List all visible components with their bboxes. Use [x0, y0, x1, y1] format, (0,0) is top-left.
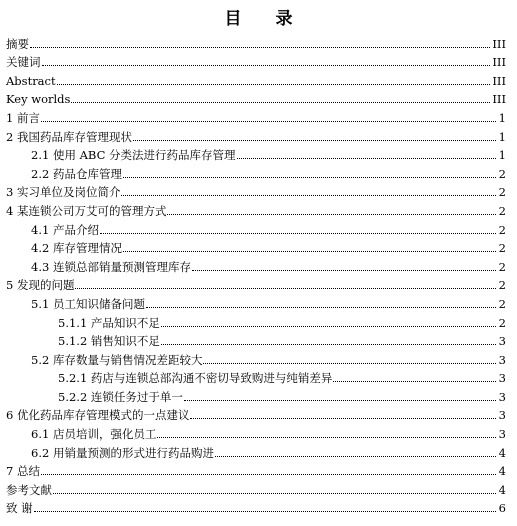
- toc-entry-page: 4: [498, 482, 506, 497]
- toc-entry-page: 1: [498, 148, 506, 163]
- toc-entry-label: 6 优化药品库存管理模式的一点建议: [6, 408, 190, 423]
- toc-entry[interactable]: [0, 274, 517, 293]
- dot-leader: [71, 101, 490, 103]
- dot-leader: [75, 287, 496, 289]
- toc-entry[interactable]: [0, 69, 517, 88]
- toc-title: 目 录: [224, 9, 307, 29]
- dot-leader: [161, 343, 496, 345]
- toc-entry[interactable]: [0, 367, 517, 386]
- dot-leader: [167, 213, 496, 215]
- toc-entry-page: III: [492, 36, 506, 51]
- dot-leader: [57, 83, 491, 85]
- toc-entry-label: 5.1.2 销售知识不足: [58, 334, 160, 349]
- toc-entry[interactable]: [0, 330, 517, 349]
- toc-entry-label: 6.2 用销量预测的形式进行药品购进: [31, 445, 214, 460]
- toc-entry[interactable]: [0, 292, 517, 311]
- toc-entry[interactable]: [0, 460, 517, 479]
- toc-entry-page: III: [492, 92, 506, 107]
- toc-entry-page: 3: [498, 408, 506, 423]
- toc-entry-page: 2: [498, 185, 506, 200]
- toc-entry-label: Key worlds: [6, 92, 71, 107]
- toc-entry-label: 摘要: [6, 36, 29, 51]
- toc-entry-label: Abstract: [6, 73, 56, 88]
- dot-leader: [34, 510, 496, 512]
- toc-entry-label: 6.1 店员培训，强化员工: [31, 427, 157, 442]
- dot-leader: [133, 139, 496, 141]
- toc-entry-label: 4.3 连锁总部销量预测管理库存: [31, 259, 191, 274]
- dot-leader: [157, 436, 496, 438]
- toc-entry[interactable]: [0, 218, 517, 237]
- toc-entry[interactable]: [0, 88, 517, 107]
- toc-entry-page: 2: [498, 296, 506, 311]
- toc-entry-page: 3: [498, 334, 506, 349]
- toc-entry[interactable]: [0, 144, 517, 163]
- toc-entry-page: 1: [498, 129, 506, 144]
- toc-entry-label: 4.1 产品介绍: [31, 222, 99, 237]
- dot-leader: [100, 232, 496, 234]
- toc-entry-label: 5.1.1 产品知识不足: [58, 315, 160, 330]
- toc-entry[interactable]: [0, 32, 517, 51]
- toc-entry[interactable]: [0, 106, 517, 125]
- toc-entry[interactable]: [0, 199, 517, 218]
- toc-entry-page: 2: [498, 241, 506, 256]
- toc-entry-label: 7 总结: [6, 464, 40, 479]
- dot-leader: [184, 399, 496, 401]
- toc-entry-label: 3 实习单位及岗位简介: [6, 185, 121, 200]
- dot-leader: [215, 455, 496, 457]
- toc-entry[interactable]: [0, 348, 517, 367]
- toc-entry[interactable]: [0, 441, 517, 460]
- dot-leader: [123, 176, 496, 178]
- toc-entry[interactable]: [0, 497, 517, 516]
- toc-entry-page: III: [492, 55, 506, 70]
- toc-entry[interactable]: [0, 404, 517, 423]
- dot-leader: [161, 325, 496, 327]
- toc-entry-page: 6: [498, 501, 506, 516]
- toc-entry-label: 4.2 库存管理情况: [31, 241, 122, 256]
- dot-leader: [42, 64, 491, 66]
- toc-entry-page: 3: [498, 389, 506, 404]
- toc-entry[interactable]: [0, 181, 517, 200]
- toc-entry-page: 2: [498, 166, 506, 181]
- toc-entry-page: 4: [498, 464, 506, 479]
- dot-leader: [333, 380, 496, 382]
- toc-entry-label: 关键词: [6, 55, 41, 70]
- toc-entry-page: 3: [498, 371, 506, 386]
- toc-entry[interactable]: [0, 478, 517, 497]
- dot-leader: [190, 417, 496, 419]
- toc-entry[interactable]: [0, 255, 517, 274]
- toc-entry-page: 2: [498, 278, 506, 293]
- toc-entry-label: 1 前言: [6, 110, 40, 125]
- toc-entry[interactable]: [0, 125, 517, 144]
- dot-leader: [53, 492, 496, 494]
- toc-entry-label: 2.2 药品仓库管理: [31, 166, 122, 181]
- toc-entry-label: 5.2 库存数量与销售情况差距较大: [31, 352, 203, 367]
- toc-entry[interactable]: [0, 385, 517, 404]
- toc-entry-label: 致 谢: [6, 501, 33, 516]
- toc-entry-label: 2 我国药品库存管理现状: [6, 129, 132, 144]
- toc-entry-page: 1: [498, 110, 506, 125]
- toc-entry-page: 4: [498, 445, 506, 460]
- toc-entry-page: 2: [498, 222, 506, 237]
- dot-leader: [30, 46, 490, 48]
- dot-leader: [237, 157, 496, 159]
- dot-leader: [203, 362, 496, 364]
- dot-leader: [146, 306, 496, 308]
- toc-entry[interactable]: [0, 311, 517, 330]
- toc-entry-label: 5.2.1 药店与连锁总部沟通不密切导致购进与纯销差异: [58, 371, 333, 386]
- toc-entry-page: 2: [498, 315, 506, 330]
- toc-entry-label: 2.1 使用 ABC 分类法进行药品库存管理: [31, 148, 236, 163]
- dot-leader: [192, 269, 496, 271]
- toc-entry-label: 5.1 员工知识储备问题: [31, 296, 145, 311]
- dot-leader: [41, 120, 496, 122]
- toc-entry[interactable]: [0, 51, 517, 70]
- dot-leader: [121, 194, 496, 196]
- toc-entry[interactable]: [0, 162, 517, 181]
- toc-entry-page: 3: [498, 352, 506, 367]
- toc-entry-label: 5.2.2 连锁任务过于单一: [58, 389, 183, 404]
- toc-entry-label: 5 发现的问题: [6, 278, 75, 293]
- toc-entry[interactable]: [0, 237, 517, 256]
- toc-entry-page: 2: [498, 203, 506, 218]
- toc-entry-label: 参考文献: [6, 482, 52, 497]
- toc-entry-page: 3: [498, 427, 506, 442]
- toc-entry-label: 4 某连锁公司万艾可的管理方式: [6, 203, 167, 218]
- dot-leader: [41, 473, 496, 475]
- toc-list: [0, 32, 517, 515]
- toc-entry[interactable]: [0, 422, 517, 441]
- dot-leader: [123, 250, 496, 252]
- toc-entry-page: III: [492, 73, 506, 88]
- toc-entry-page: 2: [498, 259, 506, 274]
